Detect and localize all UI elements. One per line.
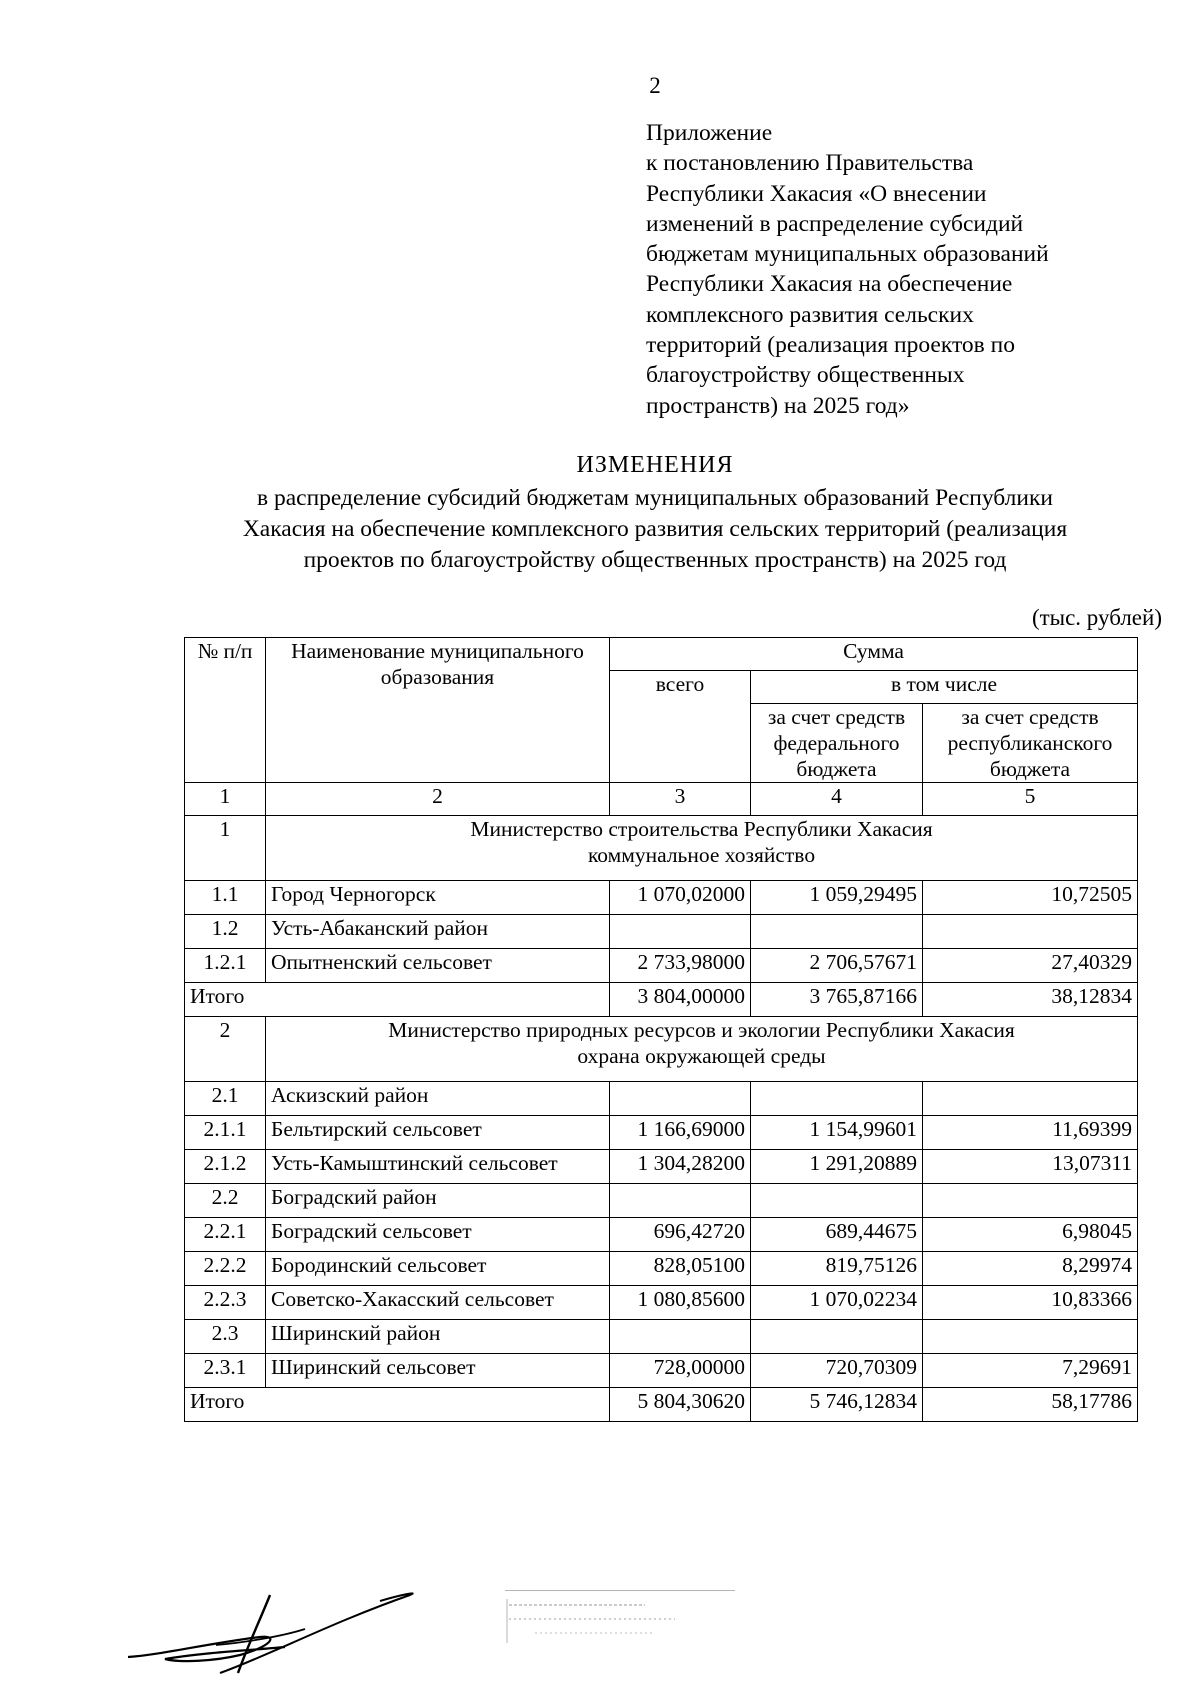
ministry-name: Министерство природных ресурсов и экологии Республики Хакасия [388,1018,1015,1042]
row-federal: 2 706,57671 [751,949,923,983]
col-num: 3 [610,783,751,816]
section-number: 1 [185,816,266,881]
appendix-line: Приложение [646,120,773,146]
row-number: 1.2.1 [185,949,266,983]
row-number: 2.3 [185,1320,266,1354]
appendix-line: благоустройству общественных [646,362,965,389]
ministry-cell [266,816,1138,881]
row-name: Усть-Камыштинский сельсовет [266,1150,610,1184]
subtotal-republic: 58,17786 [923,1388,1138,1422]
col-num: 2 [266,783,610,816]
subtotal-row [185,983,1138,1017]
subtotal-label: Итого [185,1388,610,1422]
row-number: 2.1 [185,1082,266,1116]
row-number: 1.1 [185,881,266,915]
subtitle-line: проектов по благоустройству общественных пространств) на 2025 год [303,547,1007,573]
row-number: 2.2.3 [185,1286,266,1320]
ministry-row [185,1017,1138,1082]
row-federal: 1 291,20889 [751,1150,923,1184]
row-name: Ширинский район [266,1320,610,1354]
col-num: 1 [185,783,266,816]
row-federal: 1 059,29495 [751,881,923,915]
subtotal-total: 3 804,00000 [610,983,751,1017]
header-name: Наименование муниципального образования [266,638,610,783]
row-federal [751,915,923,949]
table-row [185,1116,1138,1150]
row-total: 1 070,02000 [610,881,751,915]
subtotal-federal: 5 746,12834 [751,1388,923,1422]
table-row [185,881,1138,915]
header-sum: Сумма [610,638,1138,671]
table-row [185,1150,1138,1184]
appendix-block [646,118,1166,421]
row-republic: 7,29691 [923,1354,1138,1388]
subtitle-line: в распределение субсидий бюджетам муниципальных образований Республики [257,485,1053,511]
row-total: 828,05100 [610,1252,751,1286]
section-number: 2 [185,1017,266,1082]
row-total: 696,42720 [610,1218,751,1252]
subtotal-total: 5 804,30620 [610,1388,751,1422]
subtotal-label: Итого [185,983,610,1017]
ministry-row [185,816,1138,881]
row-total [610,915,751,949]
row-total: 728,00000 [610,1354,751,1388]
subtitle-line: Хакасия на обеспечение комплексного развития сельских территорий (реализация [242,516,1068,542]
header-row [185,638,1138,671]
stamp-marks [505,1597,735,1647]
row-name: Боградский сельсовет [266,1218,610,1252]
subtotal-row [185,1388,1138,1422]
row-republic: 8,29974 [923,1252,1138,1286]
row-republic [923,915,1138,949]
row-federal [751,1320,923,1354]
table-body [185,638,1138,1422]
appendix-line: Республики Хакасия на обеспечение [646,271,1013,298]
appendix-line: к постановлению Правительства [646,150,974,177]
row-republic: 11,69399 [923,1116,1138,1150]
appendix-line: комплексного развития сельских [646,301,974,328]
row-republic: 10,72505 [923,881,1138,915]
table-row [185,949,1138,983]
row-republic: 6,98045 [923,1218,1138,1252]
row-republic [923,1320,1138,1354]
column-number-row [185,783,1138,816]
table-row [185,915,1138,949]
header-federal: за счет средств федерального бюджета [751,704,923,783]
row-name: Бородинский сельсовет [266,1252,610,1286]
stamp [505,1590,735,1652]
ministry-area: коммунальное хозяйство [587,843,816,867]
row-name: Ширинский сельсовет [266,1354,610,1388]
table-row [185,1286,1138,1320]
row-republic [923,1082,1138,1116]
appendix-line: Республики Хакасия «О внесении [646,180,987,207]
row-federal: 1 154,99601 [751,1116,923,1150]
row-number: 2.2.1 [185,1218,266,1252]
row-federal: 1 070,02234 [751,1286,923,1320]
row-name: Советско-Хакасский сельсовет [266,1286,610,1320]
subsidy-table [184,637,1138,1422]
appendix-line: бюджетам муниципальных образований [646,241,1049,268]
row-name: Опытненский сельсовет [266,949,610,983]
header-total: всего [610,671,751,783]
row-total: 1 080,85600 [610,1286,751,1320]
appendix-line: пространств) на 2025 год» [646,392,910,419]
table-row [185,1252,1138,1286]
col-num: 5 [923,783,1138,816]
row-republic: 13,07311 [923,1150,1138,1184]
row-number: 2.2 [185,1184,266,1218]
row-republic: 27,40329 [923,949,1138,983]
ministry-name: Министерство строительства Республики Хакасия [470,817,933,841]
row-federal [751,1184,923,1218]
row-name: Боградский район [266,1184,610,1218]
row-name: Аскизский район [266,1082,610,1116]
table-row [185,1218,1138,1252]
row-total: 1 166,69000 [610,1116,751,1150]
row-federal [751,1082,923,1116]
table-row [185,1082,1138,1116]
table-row [185,1320,1138,1354]
appendix-line: изменений в распределение субсидий [646,210,1024,237]
col-num: 4 [751,783,923,816]
row-republic: 10,83366 [923,1286,1138,1320]
row-total [610,1184,751,1218]
row-number: 2.2.2 [185,1252,266,1286]
document-title: ИЗМЕНЕНИЯ [576,452,734,478]
row-name: Усть-Абаканский район [266,915,610,949]
row-number: 2.1.2 [185,1150,266,1184]
document-subtitle [180,483,1130,576]
row-federal: 819,75126 [751,1252,923,1286]
subtotal-federal: 3 765,87166 [751,983,923,1017]
signature [120,1585,440,1685]
row-number: 1.2 [185,915,266,949]
ministry-area: охрана окружающей среды [577,1044,826,1068]
ministry-cell [266,1017,1138,1082]
units-label: (тыс. рублей) [1031,605,1162,630]
header-republic: за счет средств республиканского бюджета [923,704,1138,783]
row-name: Город Черногорск [266,881,610,915]
subtotal-republic: 38,12834 [923,983,1138,1017]
header-num: № п/п [185,638,266,783]
table-row [185,1354,1138,1388]
row-total: 2 733,98000 [610,949,751,983]
row-total [610,1320,751,1354]
page-number: 2 [649,73,661,98]
row-total [610,1082,751,1116]
row-number: 2.1.1 [185,1116,266,1150]
row-federal: 689,44675 [751,1218,923,1252]
row-federal: 720,70309 [751,1354,923,1388]
row-republic [923,1184,1138,1218]
header-including: в том числе [751,671,1138,704]
row-number: 2.3.1 [185,1354,266,1388]
table-row [185,1184,1138,1218]
row-name: Бельтирский сельсовет [266,1116,610,1150]
row-total: 1 304,28200 [610,1150,751,1184]
appendix-line: территорий (реализация проектов по [646,332,1015,359]
